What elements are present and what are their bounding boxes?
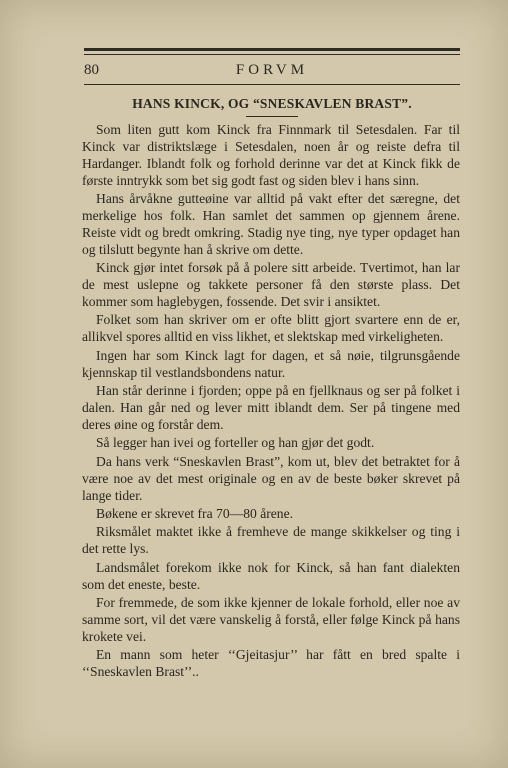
- paragraph: For fremmede, de som ikke kjenner de lokale forhold, eller noe av samme sort, vil det være vanskelig å forstå, eller følge Kinck på hans krokete vei.: [82, 594, 460, 644]
- paragraph: Riksmålet maktet ikke å fremheve de mange skikkelser og ting i det rette lys.: [82, 524, 460, 557]
- paragraph: Kinck gjør intet forsøk på å polere sitt arbeide. Tvertimot, han lar de mest uslepne og takkete personer få den største plass. Det kommer som haglebygen, fossende. Det svir i ansiktet.: [82, 260, 460, 310]
- header-rule-bottom: [84, 84, 460, 85]
- paragraph: En mann som heter ‘‘Gjeitasjur’’ har fått en bred spalte i ‘‘Sneskavlen Brast’’..: [82, 647, 460, 680]
- paragraph: Så legger han ivei og forteller og han gjør det godt.: [96, 435, 375, 451]
- article-title: HANS KINCK, OG “SNESKAVLEN BRAST”.: [132, 96, 412, 111]
- paragraph: Hans årvåkne gutteøine var alltid på vakt efter det særegne, det merkelige hos folk. Han samlet det sammen op gjennem årene. Reiste vidt og bredt omkring. Stadig nye ting, nye typer opdaget han og tilslutt begynte han å skrive om dette.: [82, 191, 460, 257]
- header-rule-thin: [84, 54, 460, 55]
- paragraph: Bøkene er skrevet fra 70—80 årene.: [96, 505, 294, 521]
- page-number: 80: [84, 62, 99, 78]
- paragraph: Folket som han skriver om er ofte blitt gjort svartere enn de er, allikvel spores alltid en viss likhet, et slektskap med virkeligheten.: [82, 312, 460, 345]
- journal-title: FORVM: [235, 62, 309, 78]
- paragraph: Som liten gutt kom Kinck fra Finnmark til Setesdalen. Far til Kinck var distriktslæge i Setesdalen, noen år og reiste defra til Hardanger. Iblandt folk og forhold derinne var det at Kinck fikk de første inntrykk som bet sig godt fast og siden blev i hans sinn.: [82, 122, 460, 188]
- paragraph: Han står derinne i fjorden; oppe på en fjellknaus og ser på folket i dalen. Han går ned og lever mitt iblandt dem. Ser på tingene med deres øine og forstår dem.: [82, 383, 460, 432]
- header-rule-thick: [84, 48, 460, 51]
- article-body: [82, 122, 460, 683]
- paragraph: Da hans verk “Sneskavlen Brast”, kom ut, blev det betraktet for å være noe av det mest originale og en av de beste bøker skrevet på lange tider.: [82, 453, 460, 503]
- paragraph: Ingen har som Kinck lagt for dagen, et så nøie, tilgrunsgående kjennskap til vestlandsbondens natur.: [82, 347, 460, 380]
- paragraph: Landsmålet forekom ikke nok for Kinck, så han fant dialekten som det eneste, beste.: [82, 559, 460, 592]
- page-header: [84, 62, 460, 82]
- title-underline: [246, 116, 298, 117]
